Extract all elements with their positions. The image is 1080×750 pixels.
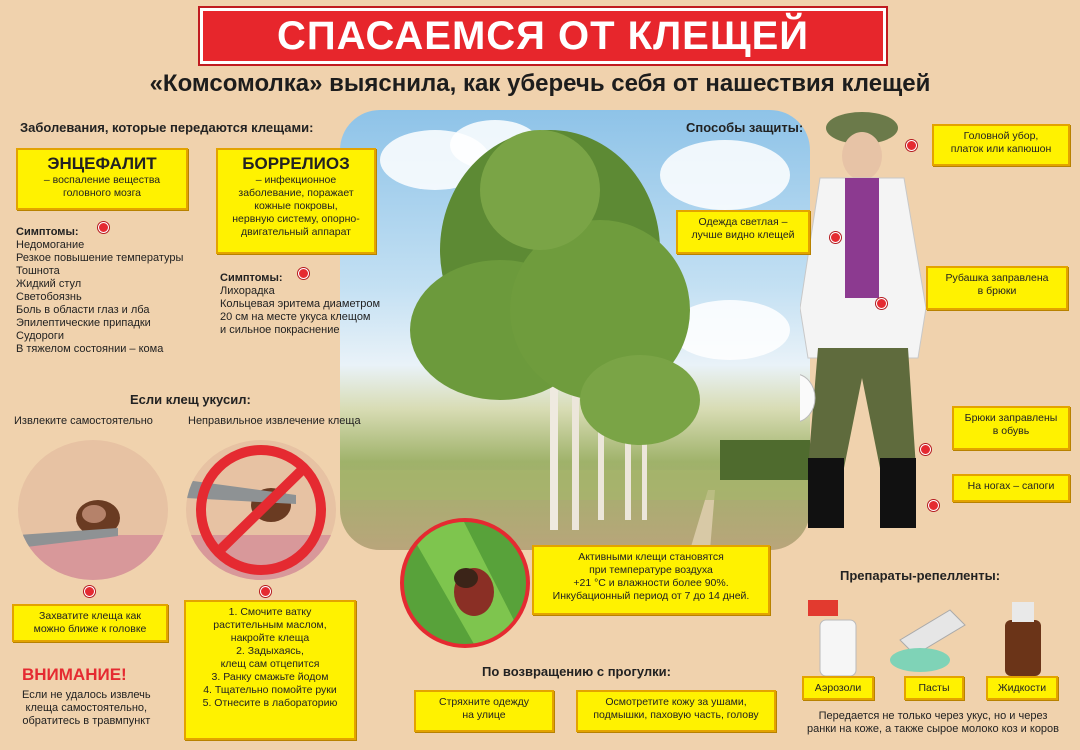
list-item: Судороги bbox=[16, 330, 65, 342]
return-heading: По возвращению с прогулки: bbox=[482, 664, 672, 679]
step-line: растительным маслом, bbox=[213, 619, 327, 631]
list-item: Тошнота bbox=[16, 265, 60, 277]
page-title: СПАСАЕМСЯ ОТ КЛЕЩЕЙ bbox=[276, 13, 810, 58]
step-line: 4. Тщательно помойте руки bbox=[203, 684, 337, 696]
list-item: Недомогание bbox=[16, 239, 85, 251]
title-banner bbox=[200, 8, 886, 64]
warning-line-3: обратитесь в травмпункт bbox=[22, 715, 151, 727]
shirt-line-1: Рубашка заправлена bbox=[945, 272, 1049, 284]
inspect-skin-card bbox=[576, 690, 776, 732]
borreliosis-title: БОРРЕЛИОЗ bbox=[242, 154, 350, 173]
encephalitis-desc-1: – воспаление вещества bbox=[43, 174, 161, 186]
note-line-2: ранки на коже, а также сырое молоко коз и коров bbox=[806, 723, 1060, 735]
step-line: 1. Смочите ватку bbox=[228, 606, 312, 618]
borreliosis-symptoms-heading: Симптомы: bbox=[220, 272, 283, 284]
activity-card bbox=[532, 545, 770, 615]
aerosols-label: Аэрозоли bbox=[802, 676, 874, 700]
shake-clothes-card bbox=[414, 690, 554, 732]
shirt-dot bbox=[876, 298, 887, 309]
inspect-line-1: Осмотретите кожу за ушами, bbox=[605, 696, 747, 708]
liquids-label: Жидкости bbox=[986, 676, 1058, 700]
repellents-heading: Препараты-репелленты: bbox=[840, 568, 1001, 583]
shake-line-2: на улице bbox=[462, 709, 506, 721]
activity-line: Активными клещи становятся bbox=[578, 551, 724, 563]
light-clothes-dot bbox=[830, 232, 841, 243]
trousers-line-2: в обувь bbox=[992, 425, 1030, 437]
borreliosis-desc-3: кожные покровы, bbox=[254, 200, 338, 212]
warning-title: ВНИМАНИЕ! bbox=[22, 665, 127, 684]
headwear-card bbox=[932, 124, 1070, 166]
step-line: 3. Ранку смажьте йодом bbox=[211, 671, 329, 683]
pastes-label: Пасты bbox=[904, 676, 964, 700]
bite-heading: Если клещ укусил: bbox=[130, 392, 251, 407]
activity-line: при температуре воздуха bbox=[589, 564, 713, 576]
tick-tweezers-image bbox=[18, 440, 168, 580]
grab-tip-line-1: Захватите клеща как bbox=[39, 610, 141, 622]
boots-line: На ногах – сапоги bbox=[967, 480, 1055, 492]
encephalitis-card bbox=[16, 148, 188, 210]
transmission-note bbox=[790, 710, 1076, 736]
step-line: 2. Задыхаясь, bbox=[236, 645, 304, 657]
protection-heading: Способы защиты: bbox=[686, 120, 804, 135]
light-clothes-line-2: лучше видно клещей bbox=[691, 229, 795, 241]
list-item: Эпилептические припадки bbox=[16, 317, 151, 329]
page-subtitle: «Комсомолка» выяснила, как уберечь себя от нашествия клещей bbox=[149, 70, 931, 97]
boots-dot bbox=[928, 500, 939, 511]
list-item: В тяжелом состоянии – кома bbox=[16, 343, 164, 355]
borreliosis-card bbox=[216, 148, 376, 254]
encephalitis-symptoms-heading: Симптомы: bbox=[16, 226, 79, 238]
list-item: Светобоязнь bbox=[16, 291, 82, 303]
list-item: Лихорадка bbox=[220, 285, 275, 297]
trousers-card bbox=[952, 406, 1070, 450]
shirt-card bbox=[926, 266, 1068, 310]
grab-tip-card bbox=[12, 604, 168, 642]
warning-text bbox=[22, 689, 151, 728]
list-item: и сильное покраснение bbox=[220, 324, 340, 336]
list-item: Резкое повышение температуры bbox=[16, 252, 184, 264]
step-line: 5. Отнесите в лабораторию bbox=[202, 697, 338, 709]
grab-tip-line-2: можно ближе к головке bbox=[33, 623, 147, 635]
note-line-1: Передается не только через укус, но и через bbox=[818, 710, 1048, 722]
light-clothes-line-1: Одежда светлая – bbox=[698, 216, 788, 228]
encephalitis-desc-2: головного мозга bbox=[62, 187, 142, 199]
boots-card bbox=[952, 474, 1070, 502]
wrong-removal-label: Неправильное извлечение клеща bbox=[188, 415, 361, 427]
activity-line: Инкубационный период от 7 до 14 дней. bbox=[552, 590, 750, 602]
activity-line: +21 °С и влажности более 90%. bbox=[573, 577, 729, 589]
headwear-line-2: платок или капюшон bbox=[950, 143, 1052, 155]
removal-steps-card bbox=[184, 600, 356, 740]
protected-person-figure bbox=[800, 108, 950, 538]
borreliosis-symptoms bbox=[220, 272, 380, 337]
warning-line-2: клеща самостоятельно, bbox=[25, 702, 148, 714]
wrong-removal-image bbox=[186, 440, 336, 580]
list-item: Боль в области глаз и лба bbox=[16, 304, 150, 316]
list-item: Кольцевая эритема диаметром bbox=[220, 298, 381, 310]
repellent-products bbox=[800, 590, 1070, 680]
borreliosis-desc-1: – инфекционное bbox=[255, 174, 337, 186]
inspect-line-2: подмышки, паховую часть, голову bbox=[593, 709, 759, 721]
warning-line-1: Если не удалось извлечь bbox=[22, 689, 151, 701]
trousers-line-1: Брюки заправлены bbox=[964, 412, 1058, 424]
grab-tip-dot bbox=[84, 586, 95, 597]
step-line: клещ сам отцепится bbox=[220, 658, 320, 670]
borreliosis-desc-2: заболевание, поражает bbox=[238, 187, 354, 199]
list-item: Жидкий стул bbox=[16, 278, 82, 290]
encephalitis-title: ЭНЦЕФАЛИТ bbox=[47, 154, 157, 173]
tick-closeup-image bbox=[400, 518, 530, 648]
trousers-dot bbox=[920, 444, 931, 455]
borreliosis-desc-5: двигательный аппарат bbox=[241, 226, 351, 238]
borreliosis-desc-4: нервную систему, опорно- bbox=[232, 213, 360, 225]
encephalitis-symptoms bbox=[16, 226, 183, 356]
step-line: накройте клеща bbox=[230, 632, 310, 644]
warning-block bbox=[22, 665, 151, 728]
birch-tree-scene bbox=[340, 110, 810, 550]
light-clothes-card bbox=[676, 210, 810, 254]
steps-dot bbox=[260, 586, 271, 597]
diseases-heading: Заболевания, которые передаются клещами: bbox=[20, 120, 314, 135]
headwear-line-1: Головной убор, bbox=[963, 130, 1039, 142]
list-item: 20 см на месте укуса клещом bbox=[220, 311, 371, 323]
shake-line-1: Стряхните одежду bbox=[438, 696, 530, 708]
headwear-dot bbox=[906, 140, 917, 151]
self-removal-label: Извлеките самостоятельно bbox=[14, 415, 153, 427]
shirt-line-2: в брюки bbox=[977, 285, 1017, 297]
